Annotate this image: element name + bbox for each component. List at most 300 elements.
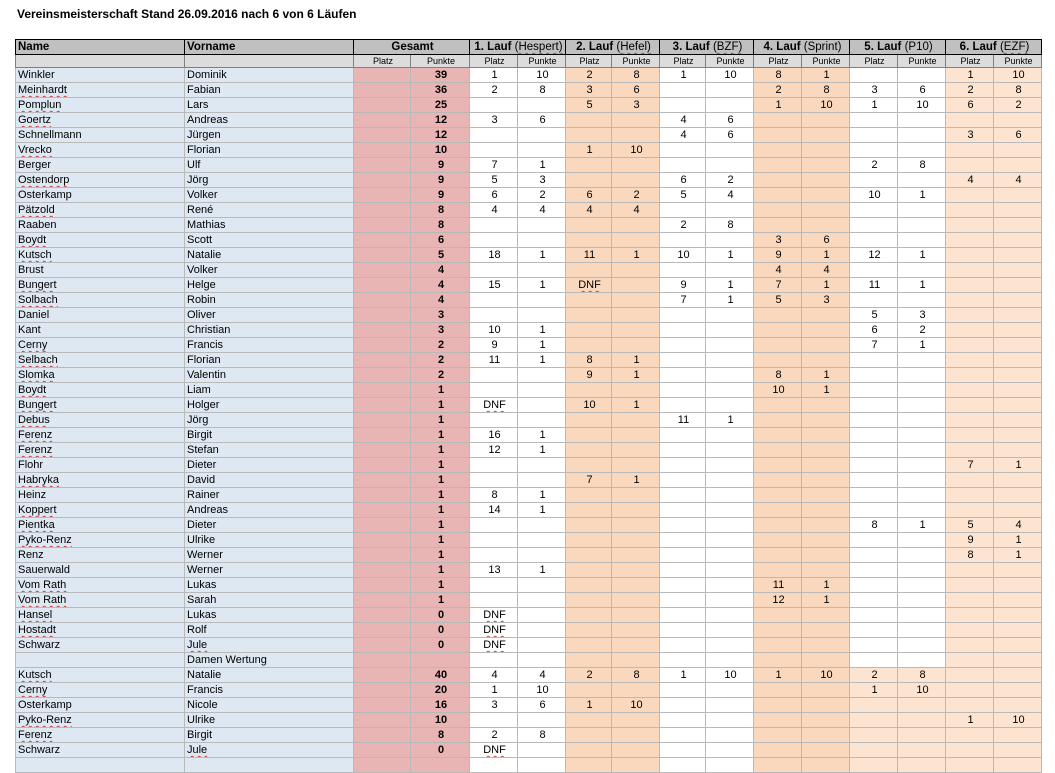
- cell-lauf-4-platz: [754, 128, 802, 143]
- platz-value: 8: [967, 549, 974, 561]
- platz-value: 5: [680, 189, 687, 201]
- cell-lauf-5-platz: [850, 638, 898, 653]
- col-header-lauf-3: [660, 40, 754, 55]
- cell-lauf-1-platz: [470, 413, 518, 428]
- cell-lauf-5-punkte: 3: [898, 308, 946, 323]
- cell-lauf-6-punkte: [994, 473, 1042, 488]
- cell-lauf-4-platz: [754, 473, 802, 488]
- cell-vorname: Jörg: [185, 173, 354, 188]
- platz-value: 7: [680, 294, 687, 306]
- col-header-lauf-6: [946, 40, 1042, 55]
- platz-value: 2: [491, 84, 498, 96]
- cell-lauf-1-punkte: 1: [518, 353, 566, 368]
- cell-lauf-6-punkte: [994, 218, 1042, 233]
- sub-header-platz: Platz: [470, 55, 518, 68]
- cell-lauf-6-punkte: [994, 683, 1042, 698]
- platz-value: 16: [488, 429, 501, 441]
- cell-lauf-1-punkte: [518, 218, 566, 233]
- platz-value: 11: [772, 579, 785, 591]
- cell-lauf-6-platz: [946, 683, 994, 698]
- cell-lauf-6-punkte: [994, 698, 1042, 713]
- cell-lauf-4-punkte: [802, 203, 850, 218]
- cell-lauf-4-punkte: [802, 128, 850, 143]
- cell-lauf-1-punkte: [518, 368, 566, 383]
- cell-name: Raaben: [16, 218, 185, 233]
- cell-lauf-3-platz: [660, 338, 706, 353]
- cell-name: Bungert: [16, 398, 185, 413]
- cell-lauf-1-platz: [470, 188, 518, 203]
- cell-vorname: Ulrike: [185, 713, 354, 728]
- cell-lauf-5-platz: [850, 293, 898, 308]
- cell-lauf-5-punkte: 1: [898, 338, 946, 353]
- cell-lauf-1-platz: [470, 428, 518, 443]
- cell-lauf-2-punkte: [612, 113, 660, 128]
- cell-lauf-1-punkte: 10: [518, 68, 566, 83]
- cell-lauf-1-punkte: [518, 758, 566, 773]
- cell-lauf-5-platz: [850, 698, 898, 713]
- platz-value: 13: [488, 564, 501, 576]
- cell-lauf-4-punkte: 1: [802, 278, 850, 293]
- cell-gesamt-platz: [354, 308, 411, 323]
- cell-gesamt-platz: [354, 413, 411, 428]
- cell-lauf-6-punkte: [994, 233, 1042, 248]
- cell-lauf-4-platz: [754, 518, 802, 533]
- cell-lauf-2-platz: [566, 608, 612, 623]
- cell-gesamt-platz: [354, 668, 411, 683]
- platz-value: 4: [680, 129, 687, 141]
- platz-value: 1: [871, 99, 878, 111]
- cell-lauf-4-platz: [754, 713, 802, 728]
- cell-lauf-5-punkte: 1: [898, 248, 946, 263]
- cell-lauf-3-punkte: [706, 608, 754, 623]
- cell-vorname: Volker: [185, 263, 354, 278]
- cell-lauf-5-platz: [850, 248, 898, 263]
- cell-lauf-1-punkte: 1: [518, 428, 566, 443]
- cell-lauf-4-punkte: [802, 743, 850, 758]
- cell-lauf-5-platz: [850, 728, 898, 743]
- table-row: [16, 548, 1042, 563]
- cell-gesamt-punkte: 10: [411, 143, 470, 158]
- platz-value: DNF: [483, 609, 506, 621]
- cell-lauf-1-platz: [470, 203, 518, 218]
- platz-value: 1: [775, 99, 782, 111]
- cell-lauf-6-platz: [946, 653, 994, 668]
- cell-lauf-3-punkte: [706, 83, 754, 98]
- cell-lauf-2-platz: [566, 413, 612, 428]
- cell-lauf-5-punkte: [898, 233, 946, 248]
- cell-lauf-6-punkte: [994, 593, 1042, 608]
- cell-name: Brust: [16, 263, 185, 278]
- cell-lauf-2-platz: [566, 548, 612, 563]
- lauf-number: 4. Lauf: [763, 41, 801, 53]
- platz-value: 6: [586, 189, 593, 201]
- cell-lauf-2-platz: [566, 428, 612, 443]
- cell-gesamt-punkte: 4: [411, 293, 470, 308]
- cell-lauf-3-platz: [660, 173, 706, 188]
- cell-lauf-5-punkte: [898, 68, 946, 83]
- platz-value: 12: [772, 594, 785, 606]
- cell-lauf-5-punkte: [898, 503, 946, 518]
- platz-value: 5: [775, 294, 782, 306]
- cell-gesamt-punkte: 9: [411, 173, 470, 188]
- col-header-lauf-2: [566, 40, 660, 55]
- cell-vorname: Lukas: [185, 578, 354, 593]
- cell-lauf-2-platz: [566, 578, 612, 593]
- cell-lauf-5-platz: [850, 233, 898, 248]
- cell-lauf-2-platz: [566, 728, 612, 743]
- cell-lauf-5-punkte: [898, 458, 946, 473]
- cell-lauf-6-platz: [946, 608, 994, 623]
- cell-lauf-5-punkte: [898, 203, 946, 218]
- cell-lauf-4-punkte: [802, 113, 850, 128]
- cell-lauf-5-platz: [850, 218, 898, 233]
- cell-name: Daniel: [16, 308, 185, 323]
- cell-lauf-3-punkte: [706, 623, 754, 638]
- cell-lauf-2-punkte: [612, 263, 660, 278]
- platz-value: 10: [772, 384, 785, 396]
- cell-lauf-1-punkte: [518, 233, 566, 248]
- cell-lauf-4-platz: [754, 548, 802, 563]
- cell-lauf-4-platz: [754, 143, 802, 158]
- cell-lauf-1-platz: [470, 743, 518, 758]
- cell-vorname: Birgit: [185, 428, 354, 443]
- cell-lauf-6-platz: [946, 263, 994, 278]
- cell-gesamt-platz: [354, 98, 411, 113]
- cell-lauf-3-punkte: [706, 353, 754, 368]
- cell-lauf-1-platz: [470, 308, 518, 323]
- cell-lauf-3-platz: [660, 578, 706, 593]
- cell-lauf-5-punkte: [898, 113, 946, 128]
- cell-name: Pomplun: [16, 98, 185, 113]
- cell-gesamt-punkte: 8: [411, 218, 470, 233]
- table-row: [16, 638, 1042, 653]
- platz-value: 4: [586, 204, 593, 216]
- cell-gesamt-platz: [354, 278, 411, 293]
- cell-lauf-5-punkte: [898, 143, 946, 158]
- cell-lauf-2-punkte: [612, 308, 660, 323]
- platz-value: 10: [868, 189, 881, 201]
- cell-lauf-5-platz: [850, 338, 898, 353]
- platz-value: DNF: [483, 639, 506, 651]
- cell-gesamt-platz: [354, 758, 411, 773]
- cell-lauf-5-punkte: [898, 563, 946, 578]
- cell-name: Vrecko: [16, 143, 185, 158]
- cell-lauf-2-platz: [566, 683, 612, 698]
- cell-lauf-1-punkte: [518, 653, 566, 668]
- cell-lauf-5-platz: [850, 353, 898, 368]
- table-row: [16, 698, 1042, 713]
- platz-value: 18: [488, 249, 501, 261]
- cell-lauf-4-platz: [754, 293, 802, 308]
- cell-gesamt-punkte: 1: [411, 383, 470, 398]
- cell-lauf-5-platz: [850, 533, 898, 548]
- table-row: [16, 428, 1042, 443]
- cell-lauf-2-platz: [566, 98, 612, 113]
- cell-lauf-3-punkte: 8: [706, 218, 754, 233]
- cell-lauf-4-platz: [754, 383, 802, 398]
- platz-value: 6: [871, 324, 878, 336]
- cell-lauf-4-punkte: [802, 413, 850, 428]
- cell-lauf-5-punkte: [898, 653, 946, 668]
- cell-lauf-5-platz: [850, 653, 898, 668]
- cell-lauf-1-platz: [470, 713, 518, 728]
- platz-value: DNF: [578, 279, 601, 291]
- cell-lauf-1-platz: [470, 698, 518, 713]
- platz-value: 6: [680, 174, 687, 186]
- cell-lauf-2-platz: [566, 368, 612, 383]
- lauf-location: (Sprint): [803, 41, 842, 53]
- cell-lauf-2-punkte: [612, 428, 660, 443]
- cell-lauf-4-punkte: 1: [802, 383, 850, 398]
- cell-lauf-2-punkte: [612, 623, 660, 638]
- cell-lauf-2-platz: [566, 563, 612, 578]
- platz-value: 12: [868, 249, 881, 261]
- cell-lauf-1-platz: [470, 728, 518, 743]
- cell-lauf-4-punkte: [802, 398, 850, 413]
- cell-lauf-6-punkte: 4: [994, 173, 1042, 188]
- cell-lauf-3-platz: [660, 638, 706, 653]
- cell-lauf-6-punkte: [994, 428, 1042, 443]
- cell-lauf-1-punkte: [518, 143, 566, 158]
- cell-lauf-4-platz: [754, 278, 802, 293]
- cell-lauf-5-platz: [850, 158, 898, 173]
- cell-lauf-2-platz: [566, 758, 612, 773]
- platz-value: 9: [586, 369, 593, 381]
- cell-gesamt-punkte: [411, 653, 470, 668]
- cell-lauf-3-platz: [660, 458, 706, 473]
- cell-lauf-4-platz: [754, 158, 802, 173]
- cell-lauf-6-platz: [946, 323, 994, 338]
- cell-lauf-5-platz: [850, 668, 898, 683]
- cell-lauf-6-platz: [946, 98, 994, 113]
- cell-vorname: Jule: [185, 638, 354, 653]
- cell-lauf-3-punkte: 6: [706, 113, 754, 128]
- cell-gesamt-platz: [354, 233, 411, 248]
- cell-lauf-3-platz: [660, 503, 706, 518]
- platz-value: 9: [680, 279, 687, 291]
- cell-lauf-2-platz: [566, 638, 612, 653]
- cell-lauf-2-punkte: [612, 338, 660, 353]
- cell-name: Ferenz: [16, 428, 185, 443]
- cell-lauf-6-platz: [946, 203, 994, 218]
- cell-lauf-5-platz: [850, 713, 898, 728]
- cell-lauf-2-punkte: [612, 728, 660, 743]
- cell-lauf-6-punkte: 6: [994, 128, 1042, 143]
- cell-lauf-6-platz: [946, 758, 994, 773]
- cell-vorname: Volker: [185, 188, 354, 203]
- cell-gesamt-platz: [354, 113, 411, 128]
- cell-gesamt-punkte: 25: [411, 98, 470, 113]
- cell-lauf-4-platz: [754, 83, 802, 98]
- cell-lauf-2-punkte: [612, 533, 660, 548]
- cell-name: Cerny: [16, 338, 185, 353]
- cell-name: Osterkamp: [16, 698, 185, 713]
- cell-lauf-6-platz: [946, 158, 994, 173]
- cell-lauf-1-punkte: [518, 473, 566, 488]
- cell-lauf-3-punkte: [706, 593, 754, 608]
- platz-value: 10: [677, 249, 690, 261]
- cell-lauf-2-platz: [566, 233, 612, 248]
- cell-lauf-6-punkte: [994, 488, 1042, 503]
- cell-lauf-6-punkte: [994, 728, 1042, 743]
- cell-vorname: Damen Wertung: [185, 653, 354, 668]
- cell-lauf-3-punkte: [706, 383, 754, 398]
- cell-lauf-6-punkte: [994, 353, 1042, 368]
- cell-vorname: René: [185, 203, 354, 218]
- cell-lauf-2-punkte: [612, 563, 660, 578]
- cell-lauf-1-platz: [470, 278, 518, 293]
- cell-name: Kutsch: [16, 248, 185, 263]
- cell-lauf-6-punkte: 2: [994, 98, 1042, 113]
- cell-gesamt-punkte: 1: [411, 488, 470, 503]
- cell-lauf-6-platz: [946, 353, 994, 368]
- cell-vorname: Ulf: [185, 158, 354, 173]
- cell-lauf-2-punkte: [612, 758, 660, 773]
- cell-name: Koppert: [16, 503, 185, 518]
- platz-value: DNF: [483, 624, 506, 636]
- cell-lauf-2-punkte: 10: [612, 698, 660, 713]
- cell-vorname: Andreas: [185, 113, 354, 128]
- platz-value: 1: [491, 684, 498, 696]
- cell-lauf-1-punkte: [518, 263, 566, 278]
- cell-vorname: Francis: [185, 338, 354, 353]
- platz-value: 9: [491, 339, 498, 351]
- cell-vorname: Ulrike: [185, 533, 354, 548]
- cell-lauf-2-platz: [566, 458, 612, 473]
- cell-name: Schnellmann: [16, 128, 185, 143]
- cell-lauf-4-punkte: [802, 683, 850, 698]
- cell-lauf-1-punkte: [518, 578, 566, 593]
- cell-lauf-1-platz: [470, 608, 518, 623]
- cell-lauf-4-platz: [754, 203, 802, 218]
- cell-lauf-2-punkte: 8: [612, 68, 660, 83]
- platz-value: 5: [967, 519, 974, 531]
- cell-lauf-2-platz: [566, 698, 612, 713]
- cell-lauf-3-punkte: 10: [706, 668, 754, 683]
- cell-vorname: Jule: [185, 743, 354, 758]
- table-row: [16, 188, 1042, 203]
- cell-lauf-5-punkte: 1: [898, 188, 946, 203]
- cell-lauf-5-punkte: 8: [898, 158, 946, 173]
- cell-name: Hansel: [16, 608, 185, 623]
- cell-lauf-3-platz: [660, 278, 706, 293]
- cell-lauf-4-punkte: [802, 548, 850, 563]
- platz-value: 1: [967, 69, 974, 81]
- cell-lauf-6-punkte: [994, 323, 1042, 338]
- cell-lauf-5-platz: [850, 263, 898, 278]
- cell-lauf-5-punkte: [898, 218, 946, 233]
- cell-lauf-6-platz: [946, 533, 994, 548]
- platz-value: 4: [491, 204, 498, 216]
- platz-value: 11: [488, 354, 501, 366]
- table-row: [16, 488, 1042, 503]
- table-row: [16, 653, 1042, 668]
- platz-value: 10: [488, 324, 501, 336]
- cell-lauf-3-platz: [660, 323, 706, 338]
- cell-lauf-4-punkte: [802, 143, 850, 158]
- cell-lauf-5-punkte: [898, 638, 946, 653]
- sub-header-platz: Platz: [566, 55, 612, 68]
- cell-lauf-1-punkte: 1: [518, 248, 566, 263]
- cell-lauf-6-platz: [946, 713, 994, 728]
- platz-value: 3: [491, 114, 498, 126]
- table-row: [16, 728, 1042, 743]
- cell-lauf-2-platz: [566, 173, 612, 188]
- cell-lauf-6-platz: [946, 413, 994, 428]
- cell-lauf-4-punkte: 8: [802, 83, 850, 98]
- cell-lauf-4-punkte: 1: [802, 593, 850, 608]
- cell-lauf-2-punkte: [612, 383, 660, 398]
- cell-lauf-5-punkte: [898, 548, 946, 563]
- cell-lauf-6-punkte: 1: [994, 548, 1042, 563]
- table-row: [16, 578, 1042, 593]
- cell-lauf-5-punkte: [898, 263, 946, 278]
- sub-header-platz: Platz: [850, 55, 898, 68]
- cell-lauf-6-platz: [946, 473, 994, 488]
- cell-name: Winkler: [16, 68, 185, 83]
- lauf-location: (EZF): [999, 41, 1030, 53]
- platz-value: 3: [491, 699, 498, 711]
- cell-lauf-5-punkte: [898, 593, 946, 608]
- cell-name: Bungert: [16, 278, 185, 293]
- sub-header-punkte: Punkte: [898, 55, 946, 68]
- table-row: [16, 683, 1042, 698]
- platz-value: 1: [871, 684, 878, 696]
- cell-lauf-6-platz: [946, 638, 994, 653]
- cell-lauf-2-punkte: [612, 713, 660, 728]
- table-row: [16, 623, 1042, 638]
- col-header-vorname: Vorname: [185, 40, 354, 55]
- cell-lauf-3-platz: [660, 563, 706, 578]
- platz-value: 8: [871, 519, 878, 531]
- cell-gesamt-platz: [354, 443, 411, 458]
- cell-gesamt-punkte: 39: [411, 68, 470, 83]
- table-row: [16, 218, 1042, 233]
- cell-lauf-2-punkte: [612, 458, 660, 473]
- platz-value: 4: [967, 174, 974, 186]
- cell-lauf-1-platz: [470, 173, 518, 188]
- cell-lauf-5-punkte: 6: [898, 83, 946, 98]
- platz-value: 7: [871, 339, 878, 351]
- platz-value: 1: [586, 699, 593, 711]
- cell-lauf-4-punkte: [802, 218, 850, 233]
- cell-lauf-3-punkte: [706, 638, 754, 653]
- cell-lauf-4-platz: [754, 233, 802, 248]
- cell-name: Meinhardt: [16, 83, 185, 98]
- cell-lauf-2-punkte: 6: [612, 83, 660, 98]
- cell-lauf-2-punkte: [612, 128, 660, 143]
- cell-lauf-5-punkte: [898, 623, 946, 638]
- cell-gesamt-punkte: 5: [411, 248, 470, 263]
- cell-lauf-2-punkte: [612, 173, 660, 188]
- cell-lauf-3-platz: [660, 98, 706, 113]
- platz-value: 4: [775, 264, 782, 276]
- platz-value: 5: [586, 99, 593, 111]
- table-row: [16, 713, 1042, 728]
- col-header-lauf-5: [850, 40, 946, 55]
- cell-lauf-1-punkte: [518, 533, 566, 548]
- cell-lauf-3-platz: [660, 653, 706, 668]
- cell-lauf-5-platz: [850, 758, 898, 773]
- cell-lauf-3-platz: [660, 203, 706, 218]
- cell-lauf-3-punkte: [706, 203, 754, 218]
- cell-lauf-4-punkte: 1: [802, 68, 850, 83]
- cell-gesamt-platz: [354, 533, 411, 548]
- table-row: [16, 158, 1042, 173]
- cell-gesamt-platz: [354, 83, 411, 98]
- cell-gesamt-platz: [354, 158, 411, 173]
- cell-gesamt-punkte: 16: [411, 698, 470, 713]
